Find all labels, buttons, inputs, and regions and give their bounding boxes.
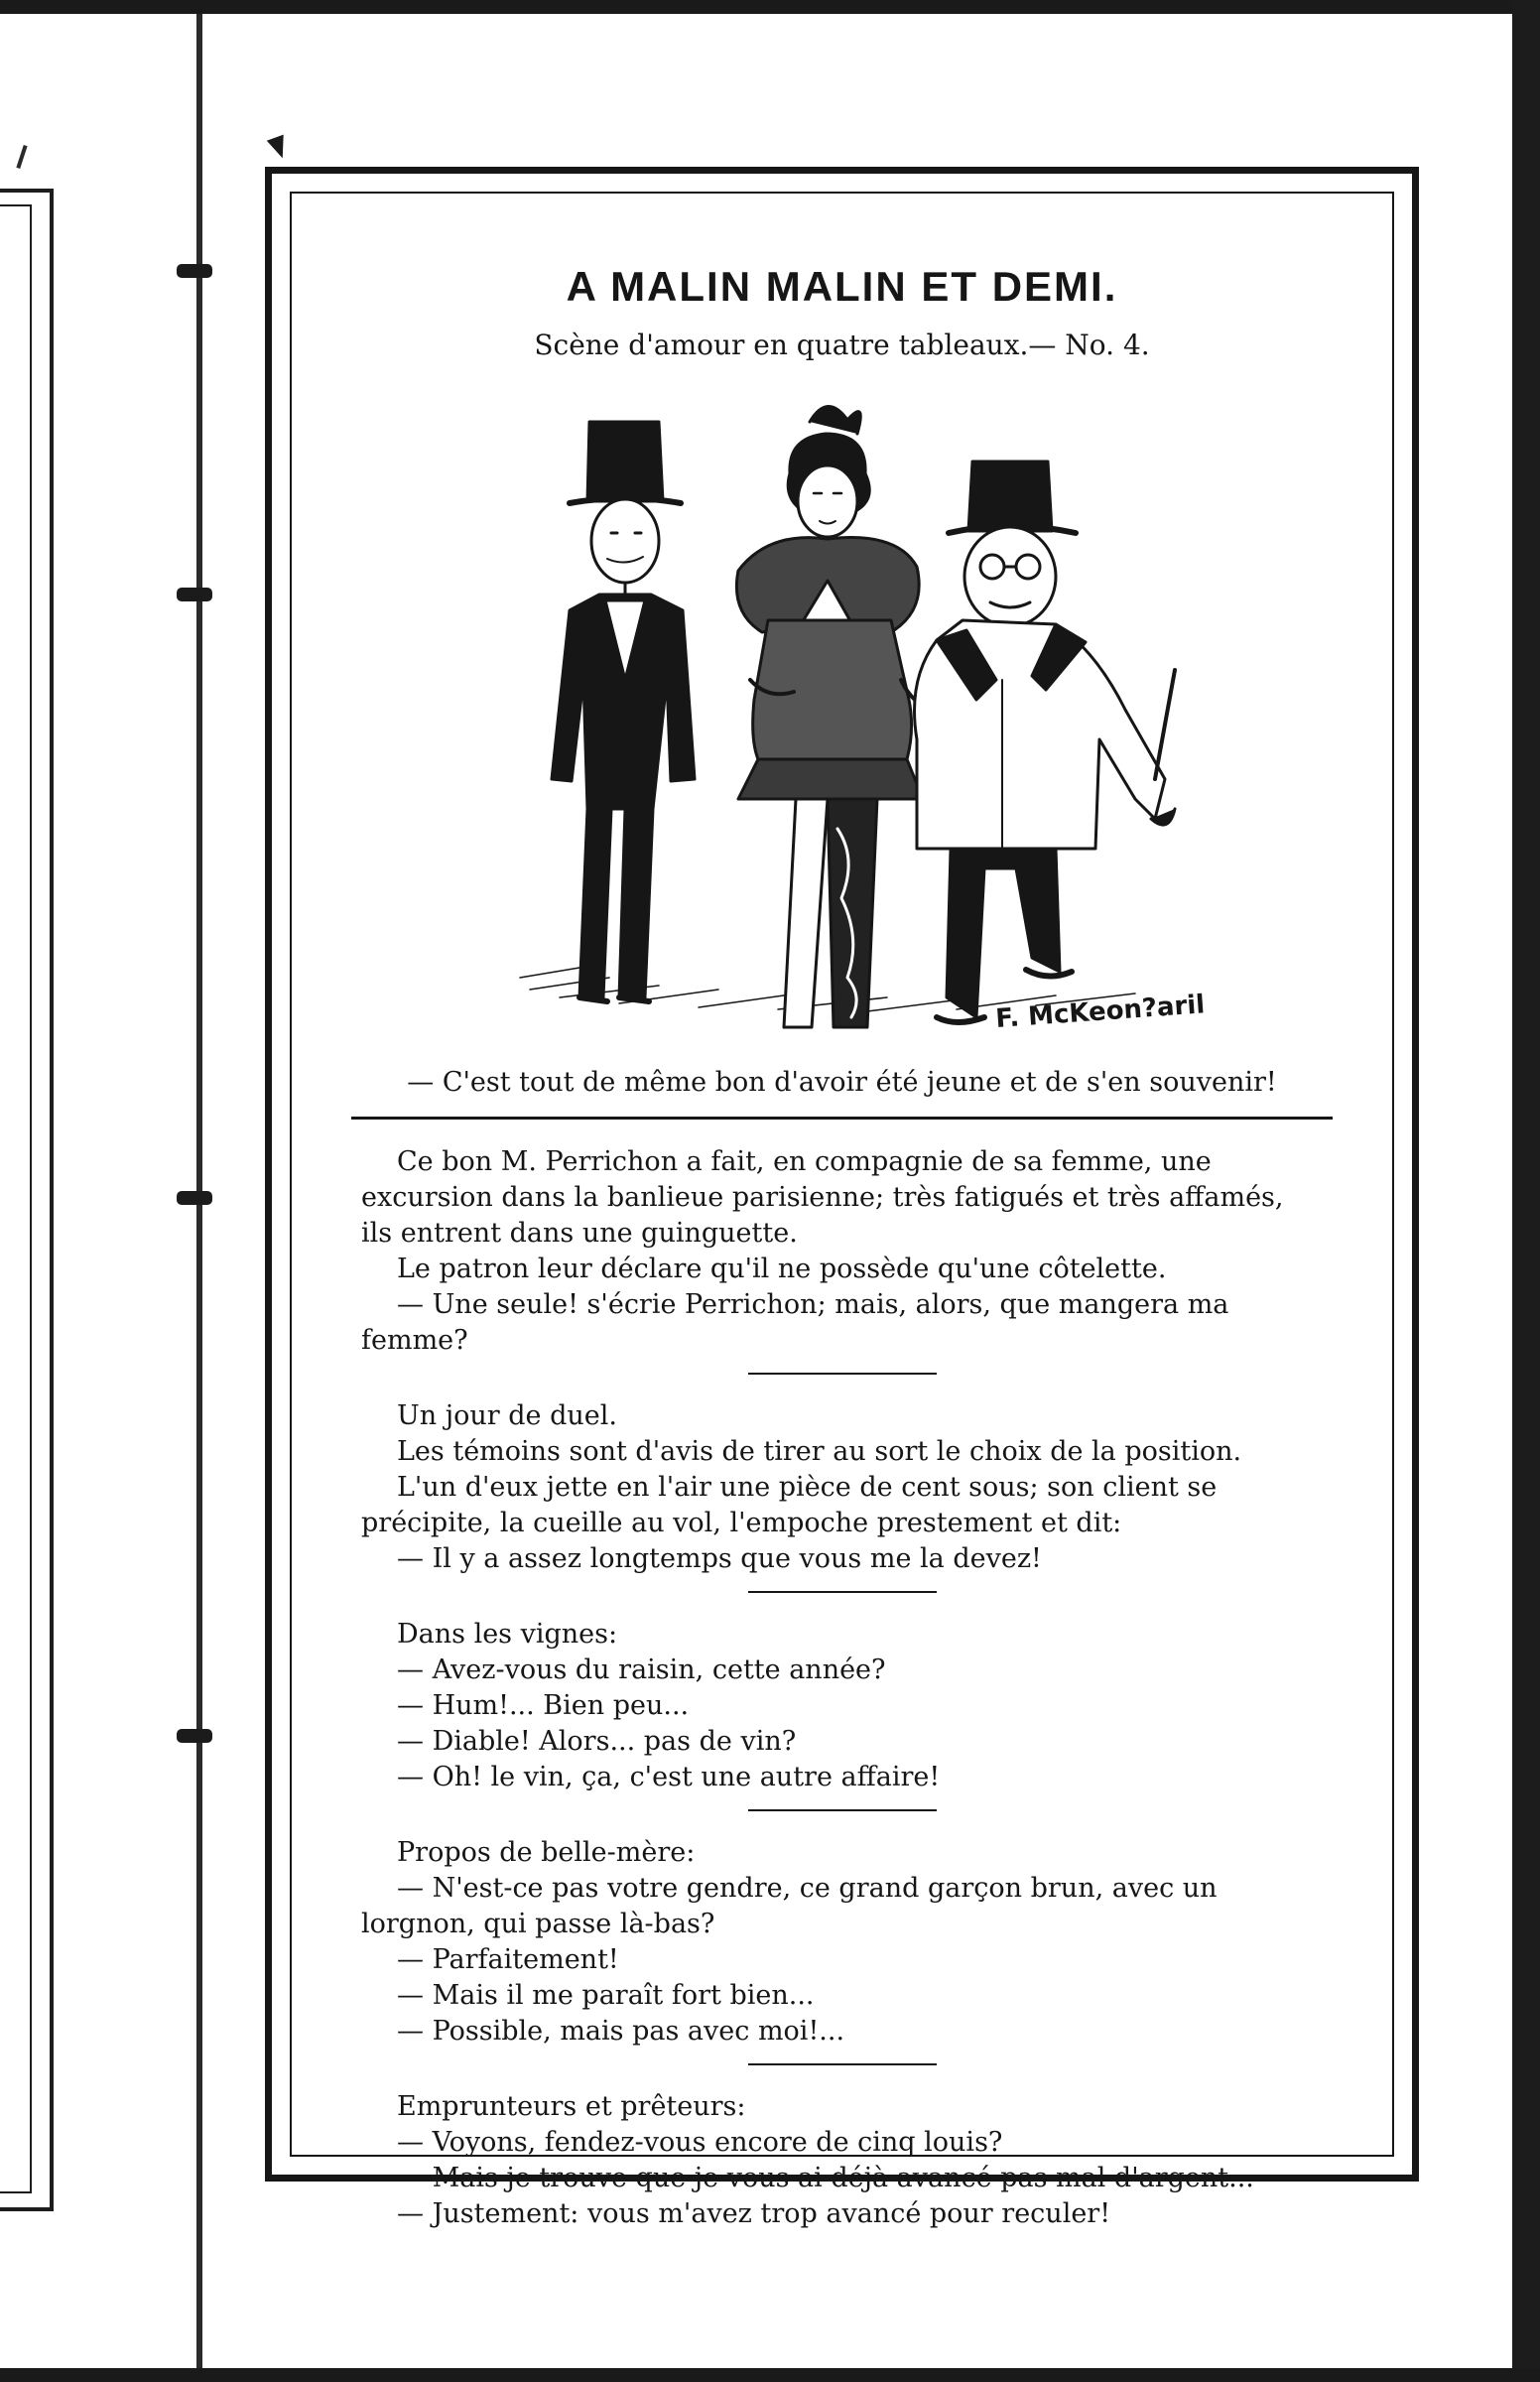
page-subtitle: Scène d'amour en quatre tableaux.— No. 4. [534, 329, 1150, 361]
binding-stitch [177, 588, 212, 601]
paragraph: Un jour de duel. [397, 1400, 617, 1431]
page-corner-mark [267, 135, 291, 162]
paragraph: Propos de belle-mère: [397, 1837, 696, 1868]
anecdotes [361, 1144, 1323, 2232]
anecdote-vignes [361, 1617, 1323, 1795]
figure-old-man [915, 462, 1176, 1022]
cartoon-illustration [441, 382, 1254, 1097]
story-separator [748, 1591, 937, 1593]
story-separator [748, 1809, 937, 1811]
paragraph: Emprunteurs et prêteurs: [397, 2091, 746, 2122]
paragraph: Le patron leur déclare qu'il ne possède qu'une côtelette. [397, 1254, 1167, 1284]
binding-stitch [177, 1729, 212, 1743]
paragraph: — Hum!... Bien peu... [397, 1690, 690, 1721]
anecdote-emprunteurs [361, 2089, 1323, 2232]
scan-edge-bottom [0, 2368, 1540, 2382]
binding-stitch [177, 1191, 212, 1205]
figure-young-man [552, 422, 695, 1001]
anecdote-belle-mere [361, 1835, 1323, 2050]
paragraph: — Il y a assez longtemps que vous me la devez! [397, 1543, 1042, 1574]
caption-rule [351, 1117, 1333, 1120]
paragraph: — Mais il me paraît fort bien... [397, 1980, 815, 2011]
paragraph: — Une seule! s'écrie Perrichon; mais, alors, que mangera ma femme? [361, 1289, 1229, 1356]
paragraph: — Voyons, fendez-vous encore de cinq louis? [397, 2127, 1003, 2158]
inner-panel [290, 192, 1394, 2229]
paragraph: — Parfaitement! [397, 1944, 619, 1975]
paragraph: — Oh! le vin, ça, c'est une autre affaire! [397, 1762, 941, 1792]
anecdote-perrichon [361, 1144, 1323, 1359]
paragraph: — Possible, mais pas avec moi!... [397, 2016, 845, 2047]
scan-edge-top [0, 0, 1540, 14]
story-separator [748, 1373, 937, 1375]
figure-woman [736, 406, 937, 1027]
story-separator [748, 2063, 937, 2065]
paragraph: — Justement: vous m'avez trop avancé pour reculer! [397, 2198, 1111, 2229]
paragraph: L'un d'eux jette en l'air une pièce de cent sous; son client se précipite, la cueille au vol, l'empoche prestement et dit: [361, 1472, 1218, 1538]
paragraph: — Avez-vous du raisin, cette année? [397, 1654, 886, 1685]
artist-signature: F. McKeon?aril [994, 990, 1207, 1034]
paragraph: — Mais je trouve que je vous ai déjà avancé pas mal d'argent... [397, 2163, 1254, 2193]
binding-stitch [177, 264, 212, 278]
scan-edge-right [1512, 0, 1540, 2382]
page-title: A MALIN MALIN ET DEMI. [566, 263, 1118, 310]
illustration-caption: — C'est tout de même bon d'avoir été jeune et de s'en souvenir! [407, 1067, 1277, 1098]
facing-page-mark [16, 145, 27, 169]
paragraph: Dans les vignes: [397, 1619, 618, 1650]
facing-page-border [0, 189, 54, 2211]
paragraph: — Diable! Alors... pas de vin? [397, 1726, 797, 1757]
page-panel [265, 167, 1419, 2229]
paragraph: Ce bon M. Perrichon a fait, en compagnie de sa femme, une excursion dans la banlieue parisienne; très fatigués et très affamés, ils entrent dans une guinguette. [361, 1146, 1284, 1249]
anecdote-duel [361, 1398, 1323, 1577]
paragraph: — N'est-ce pas votre gendre, ce grand garçon brun, avec un lorgnon, qui passe là-bas? [361, 1873, 1218, 1939]
paragraph: Les témoins sont d'avis de tirer au sort le choix de la position. [397, 1436, 1242, 1467]
